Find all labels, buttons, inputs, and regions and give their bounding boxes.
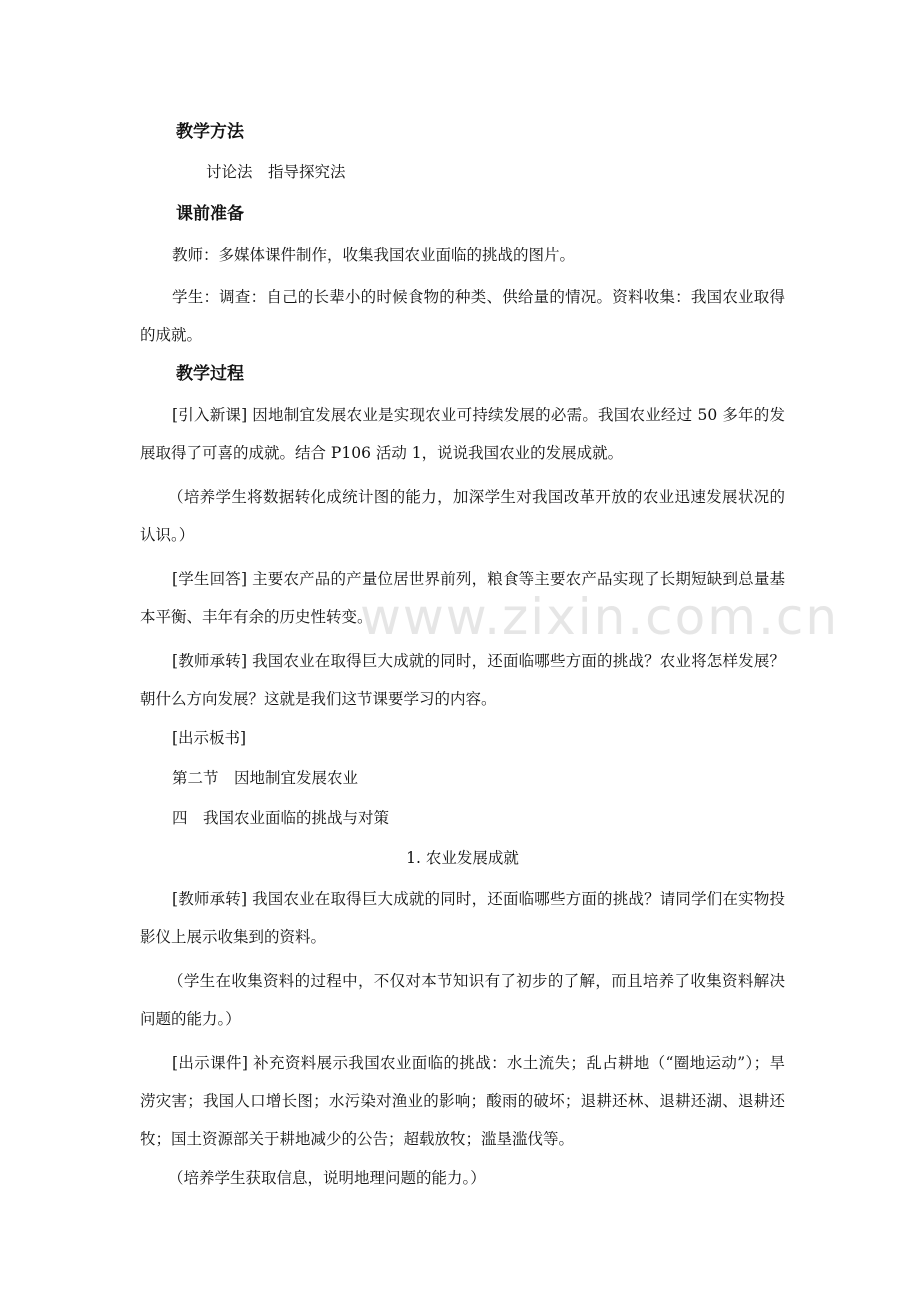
board-label: [出示板书] — [172, 729, 247, 747]
heading-lesson-prep: 课前准备 — [176, 204, 244, 224]
paragraph-note-information: （培养学生获取信息，说明地理问题的能力。） — [168, 1169, 486, 1187]
paragraph-intro-new-lesson: [引入新课] 因地制宜发展农业是实现农业可持续发展的必需。我国农业经过 50 多年的发展取得了可喜的成就。结合 P106 活动 1，说说我国农业的发展成就。 — [140, 406, 785, 462]
paragraph-teacher-transition: [教师承转] 我国农业在取得巨大成就的同时，还面临哪些方面的挑战？农业将怎样发展？朝什么方向发展？这就是我们这节课要学习的内容。 — [140, 652, 785, 708]
heading-teaching-methods: 教学方法 — [176, 122, 244, 142]
prep-student-paragraph: 学生：调查：自己的长辈小的时候食物的种类、供给量的情况。资料收集：我国农业取得的成就。 — [140, 288, 785, 344]
board-subtitle: 四 我国农业面临的挑战与对策 — [172, 809, 390, 827]
heading-teaching-process: 教学过程 — [176, 364, 244, 384]
paragraph-note-collect: （学生在收集资料的过程中，不仅对本节知识有了初步的了解，而且培养了收集资料解决问题的能力。） — [140, 972, 785, 1028]
board-section-title: 第二节 因地制宜发展农业 — [172, 769, 359, 787]
teaching-methods-text: 讨论法 指导探究法 — [206, 163, 346, 181]
watermark: www.zixin.com.cn — [360, 588, 840, 646]
prep-teacher-paragraph: 教师：多媒体课件制作，收集我国农业面临的挑战的图片。 — [172, 246, 576, 264]
paragraph-note-statistics: （培养学生将数据转化成统计图的能力，加深学生对我国改革开放的农业迅速发展状况的认识。） — [140, 488, 785, 544]
board-item-1: 1. 农业发展成就 — [406, 849, 519, 867]
paragraph-show-courseware: [出示课件] 补充资料展示我国农业面临的挑战：水土流失；乱占耕地（“圈地运动”）；旱涝灾害；我国人口增长图；水污染对渔业的影响；酸雨的破坏；退耕还林、退耕还湖、退耕还牧；国土资源部关于耕地减少的公告；超载放牧；滥垦滥伐等。 — [140, 1054, 785, 1148]
paragraph-student-answer: [学生回答] 主要农产品的产量位居世界前列，粮食等主要农产品实现了长期短缺到总量基本平衡、丰年有余的历史性转变。 — [140, 570, 785, 626]
paragraph-teacher-transition-2: [教师承转] 我国农业在取得巨大成就的同时，还面临哪些方面的挑战？请同学们在实物投影仪上展示收集到的资料。 — [140, 890, 785, 946]
